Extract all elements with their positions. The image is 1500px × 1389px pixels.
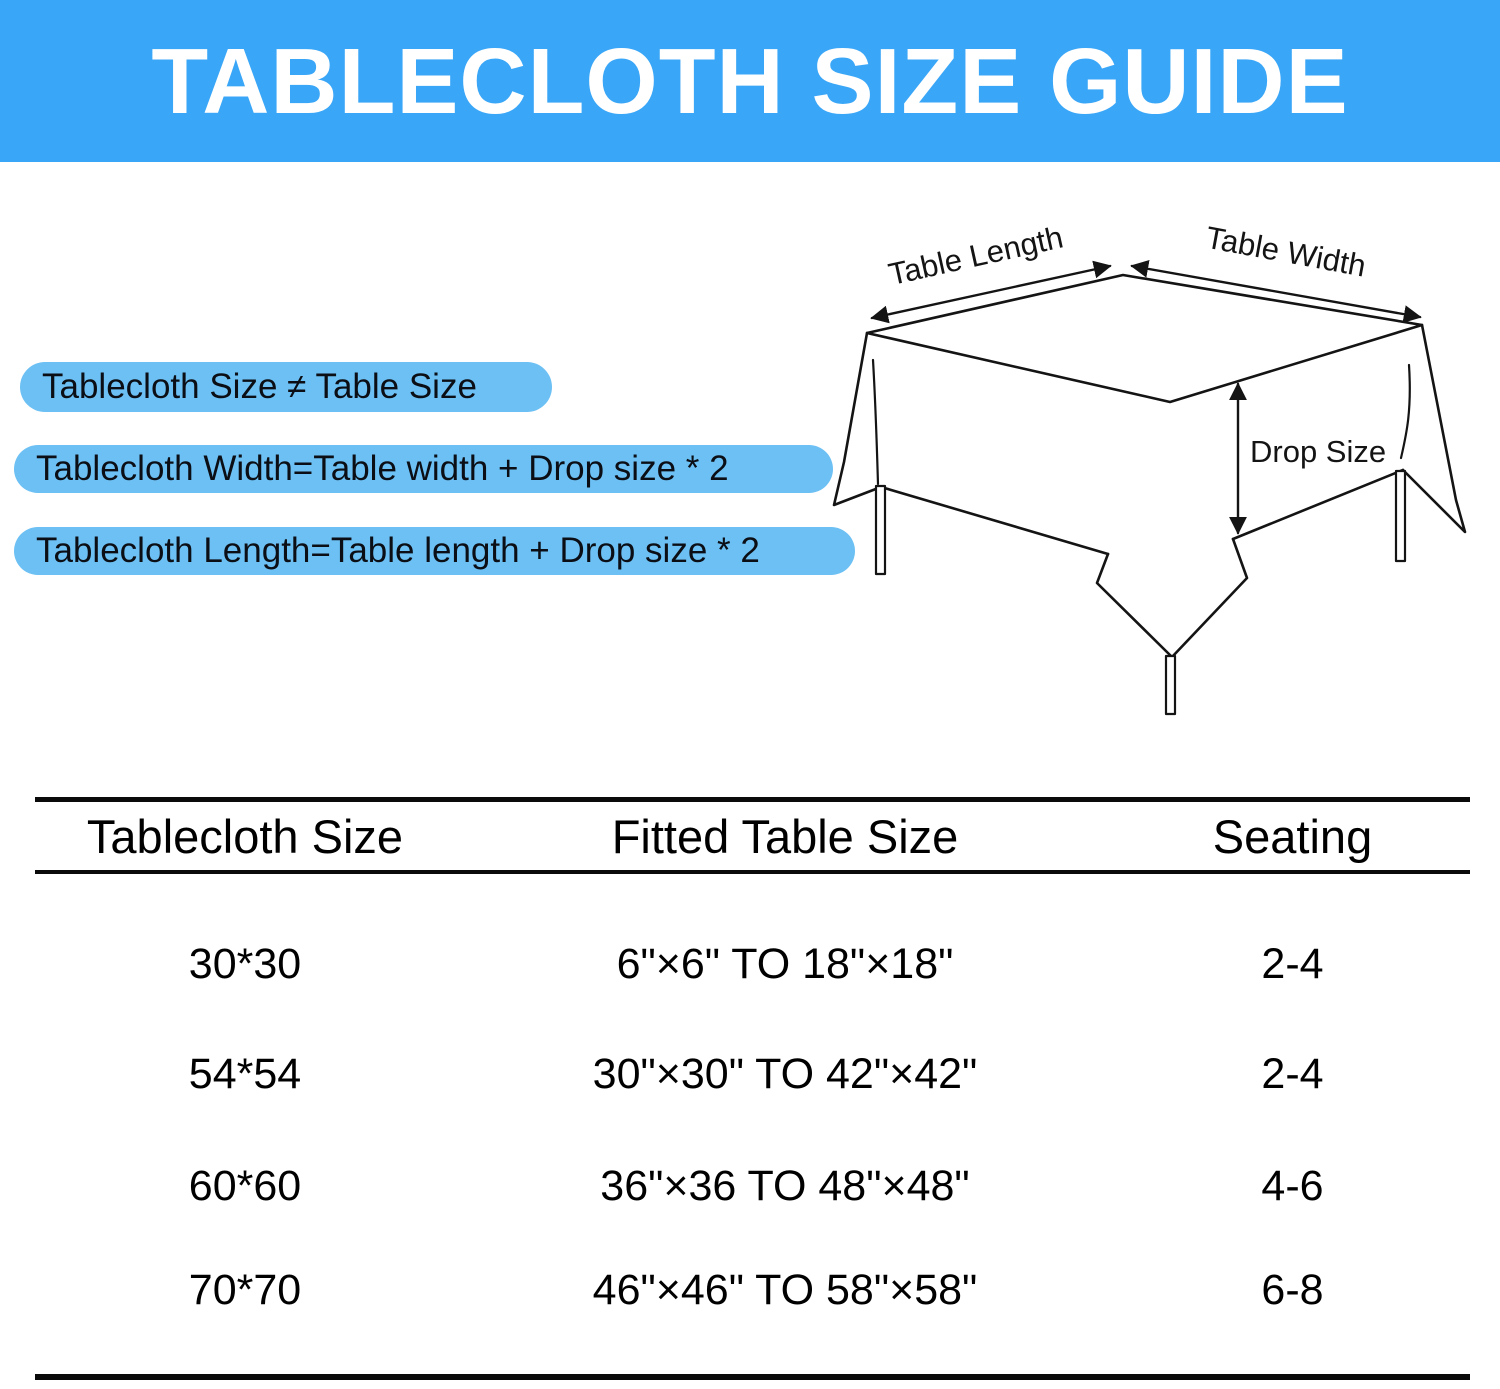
column-header-seating: Seating [1212, 809, 1373, 863]
formula-length-text: Tablecloth Length=Table length + Drop size * 2 [36, 531, 760, 570]
table-drop-diagram [820, 200, 1500, 760]
table-leg-left [876, 486, 885, 574]
table-leg-front [1166, 656, 1175, 714]
table-leg-right [1396, 471, 1405, 561]
table-row [35, 1050, 1470, 1098]
column-header-fitted-table-size: Fitted Table Size [611, 809, 959, 863]
cell-tablecloth-size: 30*30 [188, 940, 302, 988]
table-rule-middle [35, 870, 1470, 874]
cloth-front-left-hem [881, 487, 1108, 554]
cell-fitted-table-size: 6"×6" TO 18"×18" [616, 940, 954, 988]
formula-pill-size [20, 362, 552, 412]
column-header-tablecloth-size: Tablecloth Size [86, 809, 404, 863]
table-row [35, 1266, 1470, 1314]
cell-fitted-table-size: 36"×36 TO 48"×48" [600, 1162, 970, 1210]
drop-size-label: Drop Size [1250, 434, 1387, 469]
cell-seating: 2-4 [1261, 1050, 1324, 1098]
cloth-right-corner [1403, 325, 1465, 532]
table-length-label: Table Length [885, 219, 1067, 293]
cell-seating: 4-6 [1261, 1162, 1324, 1210]
tabletop-outline [867, 275, 1422, 402]
cell-fitted-table-size: 46"×46" TO 58"×58" [592, 1266, 978, 1314]
page-title: TABLECLOTH SIZE GUIDE [151, 28, 1349, 133]
cloth-left-corner [834, 333, 881, 505]
table-rule-bottom [35, 1374, 1470, 1380]
cell-seating: 6-8 [1261, 1266, 1324, 1314]
table-width-label: Table Width [1203, 219, 1369, 284]
cloth-right-fold [1401, 365, 1410, 458]
table-row [35, 1162, 1470, 1210]
cell-fitted-table-size: 30"×30" TO 42"×42" [592, 1050, 978, 1098]
formula-pill-width [14, 445, 833, 493]
cloth-left-fold [873, 360, 878, 484]
cell-tablecloth-size: 54*54 [188, 1050, 302, 1098]
cloth-front-right-hem [1233, 470, 1403, 539]
cell-tablecloth-size: 70*70 [188, 1266, 302, 1314]
table-rule-top [35, 797, 1470, 802]
formula-size-text: Tablecloth Size ≠ Table Size [42, 367, 477, 406]
cell-seating: 2-4 [1261, 940, 1324, 988]
table-row [35, 940, 1470, 988]
formula-width-text: Tablecloth Width=Table width + Drop size * 2 [36, 449, 729, 488]
size-table-header-row [35, 803, 1470, 869]
cloth-front-corner [1097, 539, 1247, 657]
header-banner [0, 0, 1500, 162]
cell-tablecloth-size: 60*60 [188, 1162, 302, 1210]
formula-pill-length [14, 527, 855, 575]
